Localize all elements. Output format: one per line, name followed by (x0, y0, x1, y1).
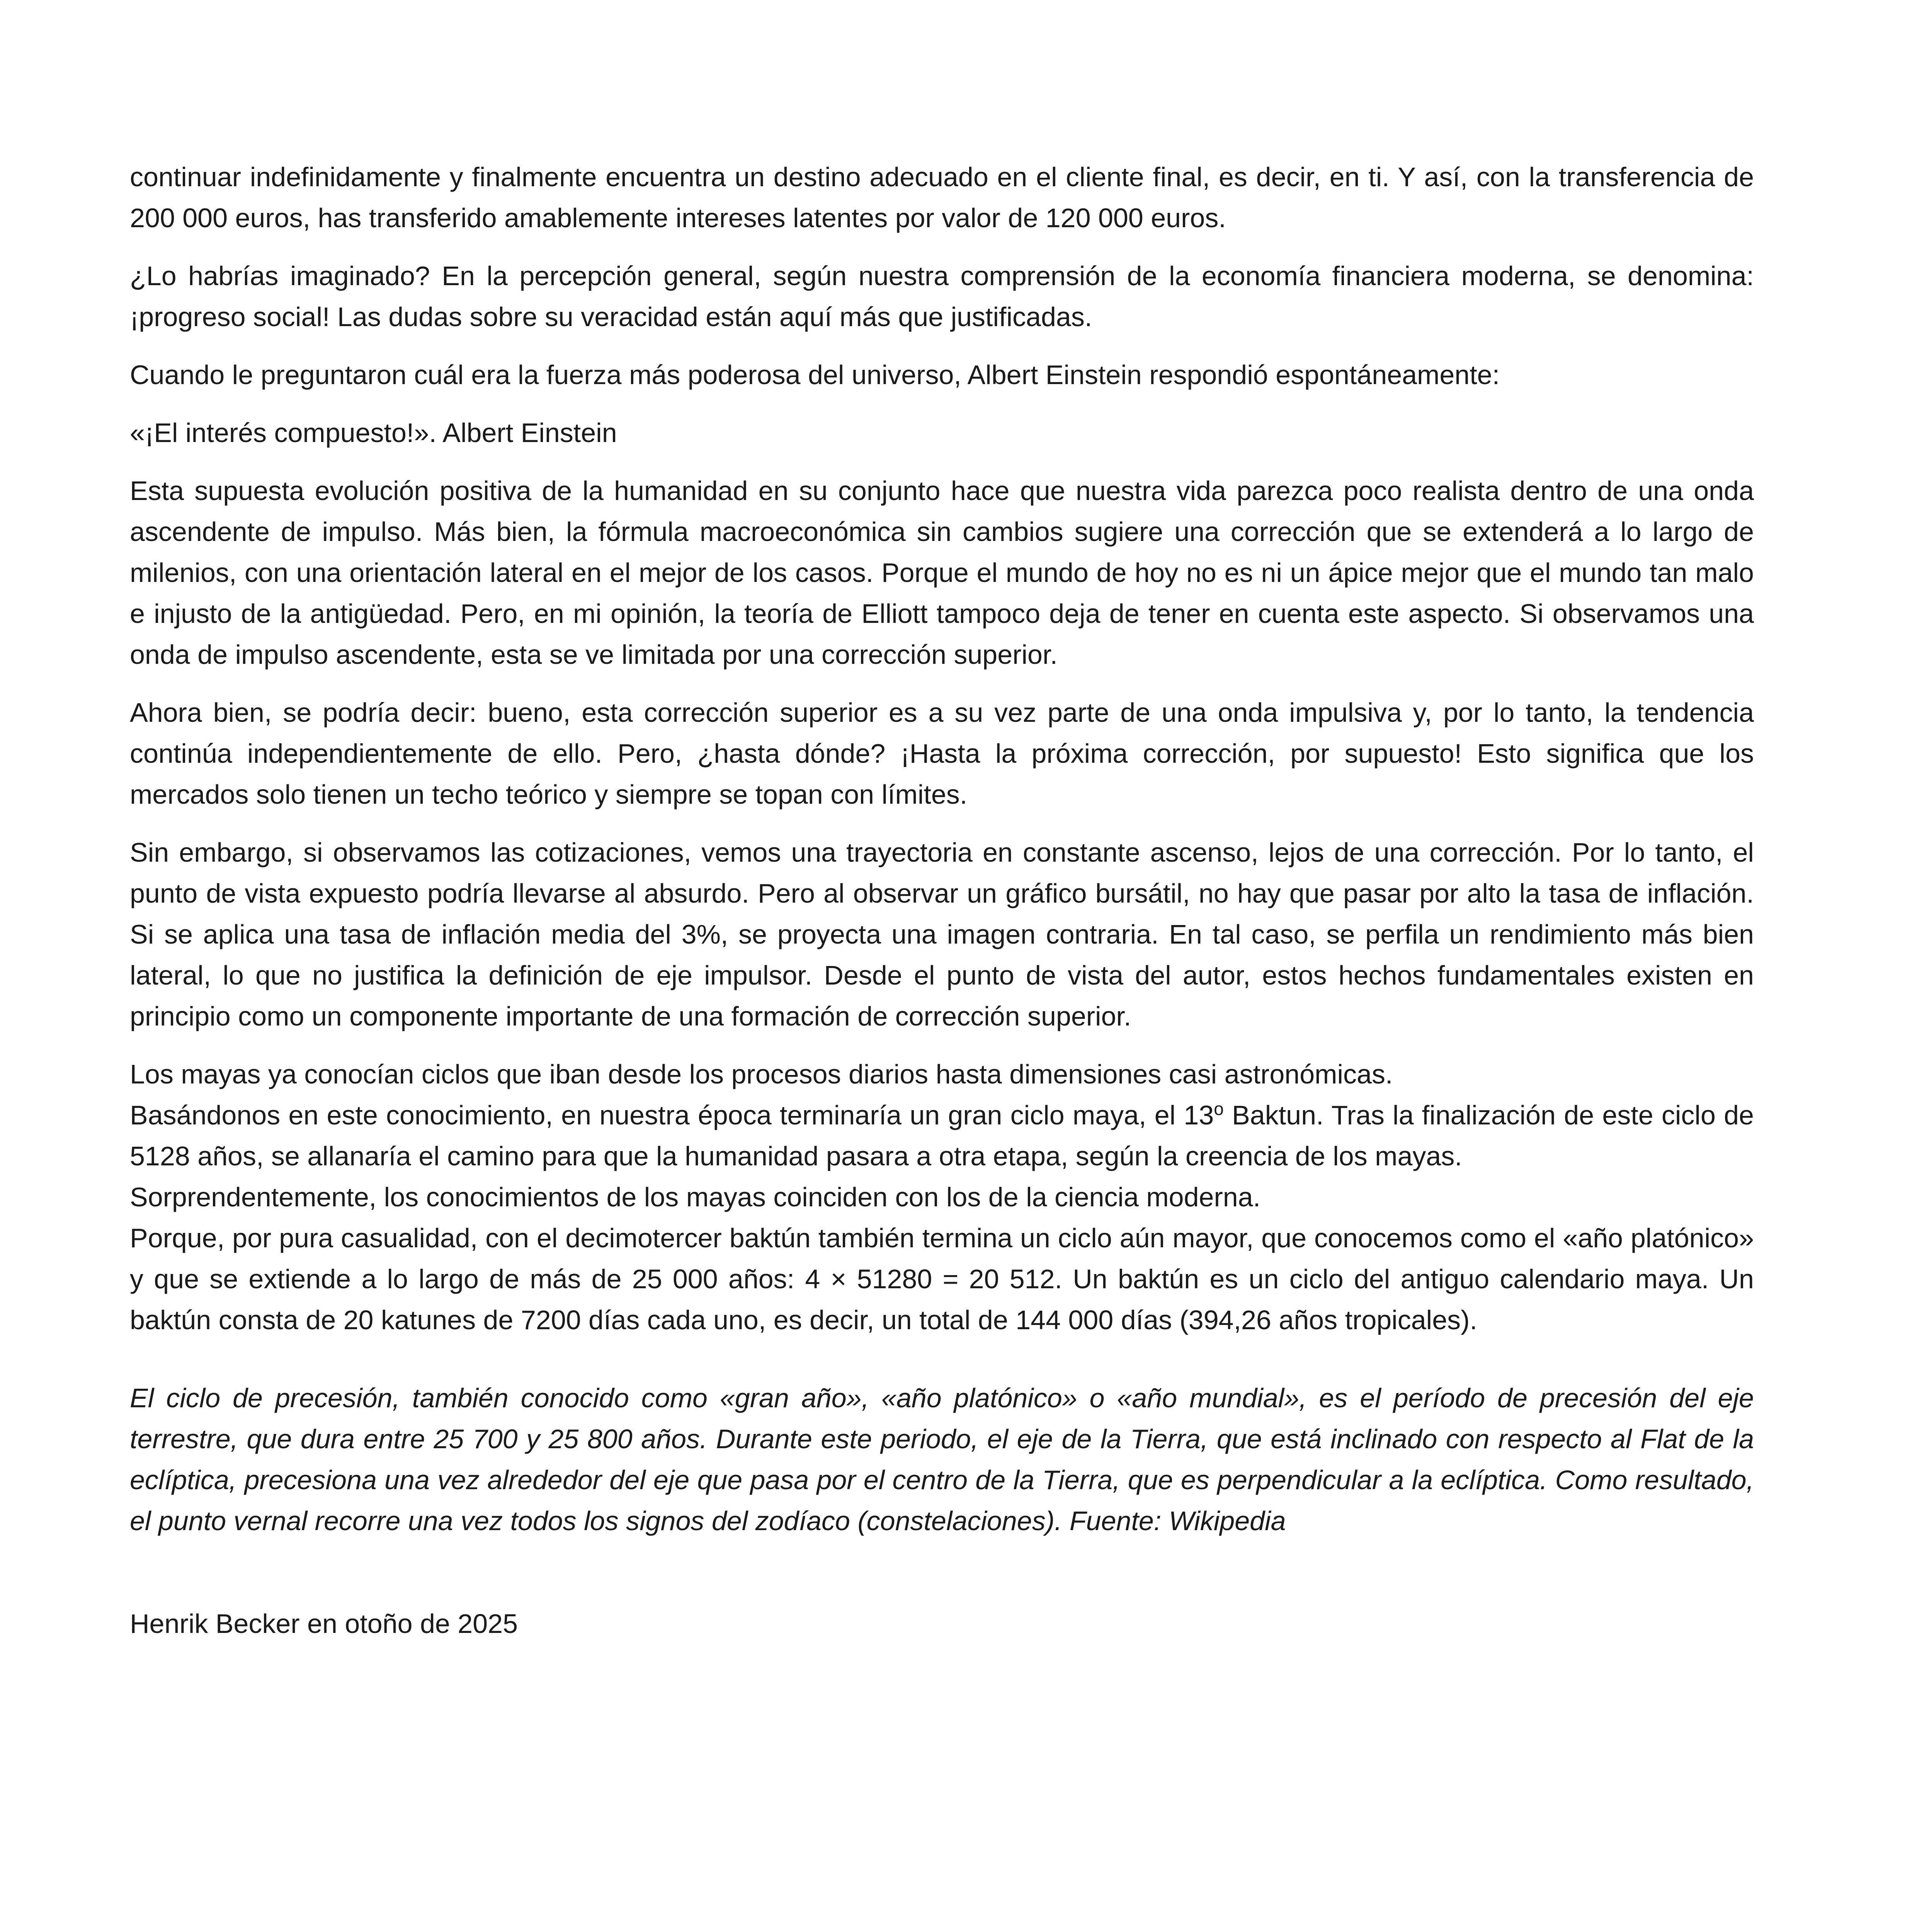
document-body (130, 156, 1754, 1671)
precession-quote: El ciclo de precesión, también conocido como «gran año», «año platónico» o «año mundial», es el período de precesión del eje terrestre, que dura entre 25 700 y 25 800 años. Durante este periodo, el eje de la Tierra, que está inclinado con respecto al Flat de la eclíptica, precesiona una vez alrededor del eje que pasa por el centro de la Tierra, que es perpendicular a la eclíptica. Como resultado, el punto vernal recorre una vez todos los signos del zodíaco (constelaciones). Fuente: Wikipedia (130, 1383, 1754, 1536)
maya-line-baktun (130, 1095, 1754, 1177)
paragraph-transfer-interest: continuar indefinidamente y finalmente encuentra un destino adecuado en el cliente final, es decir, en ti. Y así, con la transferencia de 200 000 euros, has transferido amablemente intereses latentes por valor de 120 000 euros. (130, 162, 1754, 233)
maya-line-science: Sorprendentemente, los conocimientos de los mayas coinciden con los de la ciencia moderna. (130, 1182, 1261, 1212)
maya-baktun-text-before: Basándonos en este conocimiento, en nuestra época terminaría un gran ciclo maya, el 13 (130, 1100, 1214, 1130)
maya-baktun-text-after: Baktun. Tras la finalización de este ciclo de 5128 años, se allanaría el camino para que la humanidad pasara a otra etapa, según la creencia de los mayas. (130, 1100, 1754, 1171)
ordinal-superscript: o (1214, 1099, 1224, 1119)
paragraph-upper-correction: Ahora bien, se podría decir: bueno, esta corrección superior es a su vez parte de una onda impulsiva y, por lo tanto, la tendencia continúa independientemente de ello. Pero, ¿hasta dónde? ¡Hasta la próxima corrección, por supuesto! Esto significa que los mercados solo tienen un techo teórico y siempre se topan con límites. (130, 697, 1754, 810)
maya-line-platonic-year: Porque, por pura casualidad, con el decimotercer baktún también termina un ciclo aún mayor, que conocemos como el «año platónico» y que se extiende a lo largo de más de 25 000 años: 4 × 51280 = 20 512. Un baktún es un ciclo del antiguo calendario maya. Un baktún consta de 20 katunes de 7200 días cada uno, es decir, un total de 144 000 días (394,26 años tropicales). (130, 1223, 1754, 1335)
paragraph-einstein-question: Cuando le preguntaron cuál era la fuerza más poderosa del universo, Albert Einstein respondió espontáneamente: (130, 360, 1500, 390)
paragraph-social-progress: ¿Lo habrías imaginado? En la percepción general, según nuestra comprensión de la economía financiera moderna, se denomina: ¡progreso social! Las dudas sobre su veracidad están aquí más que justificadas. (130, 261, 1754, 332)
author-signature: Henrik Becker en otoño de 2025 (130, 1609, 518, 1639)
maya-line-cycles: Los mayas ya conocían ciclos que iban desde los procesos diarios hasta dimensiones casi astronómicas. (130, 1059, 1393, 1089)
paragraph-inflation: Sin embargo, si observamos las cotizaciones, vemos una trayectoria en constante ascenso, lejos de una corrección. Por lo tanto, el punto de vista expuesto podría llevarse al absurdo. Pero al observar un gráfico bursátil, no hay que pasar por alto la tasa de inflación. Si se aplica una tasa de inflación media del 3%, se proyecta una imagen contraria. En tal caso, se perfila un rendimiento más bien lateral, lo que no justifica la definición de eje impulsor. Desde el punto de vista del autor, estos hechos fundamentales existen en principio como un componente importante de una formación de corrección superior. (130, 837, 1754, 1031)
paragraph-positive-evolution: Esta supuesta evolución positiva de la humanidad en su conjunto hace que nuestra vida parezca poco realista dentro de una onda ascendente de impulso. Más bien, la fórmula macroeconómica sin cambios sugiere una corrección que se extenderá a lo largo de milenios, con una orientación lateral en el mejor de los casos. Porque el mundo de hoy no es ni un ápice mejor que el mundo tan malo e injusto de la antigüedad. Pero, en mi opinión, la teoría de Elliott tampoco deja de tener en cuenta este aspecto. Si observamos una onda de impulso ascendente, esta se ve limitada por una corrección superior. (130, 476, 1754, 670)
einstein-quote: «¡El interés compuesto!». Albert Einstein (130, 418, 617, 448)
maya-section (130, 1054, 1754, 1340)
